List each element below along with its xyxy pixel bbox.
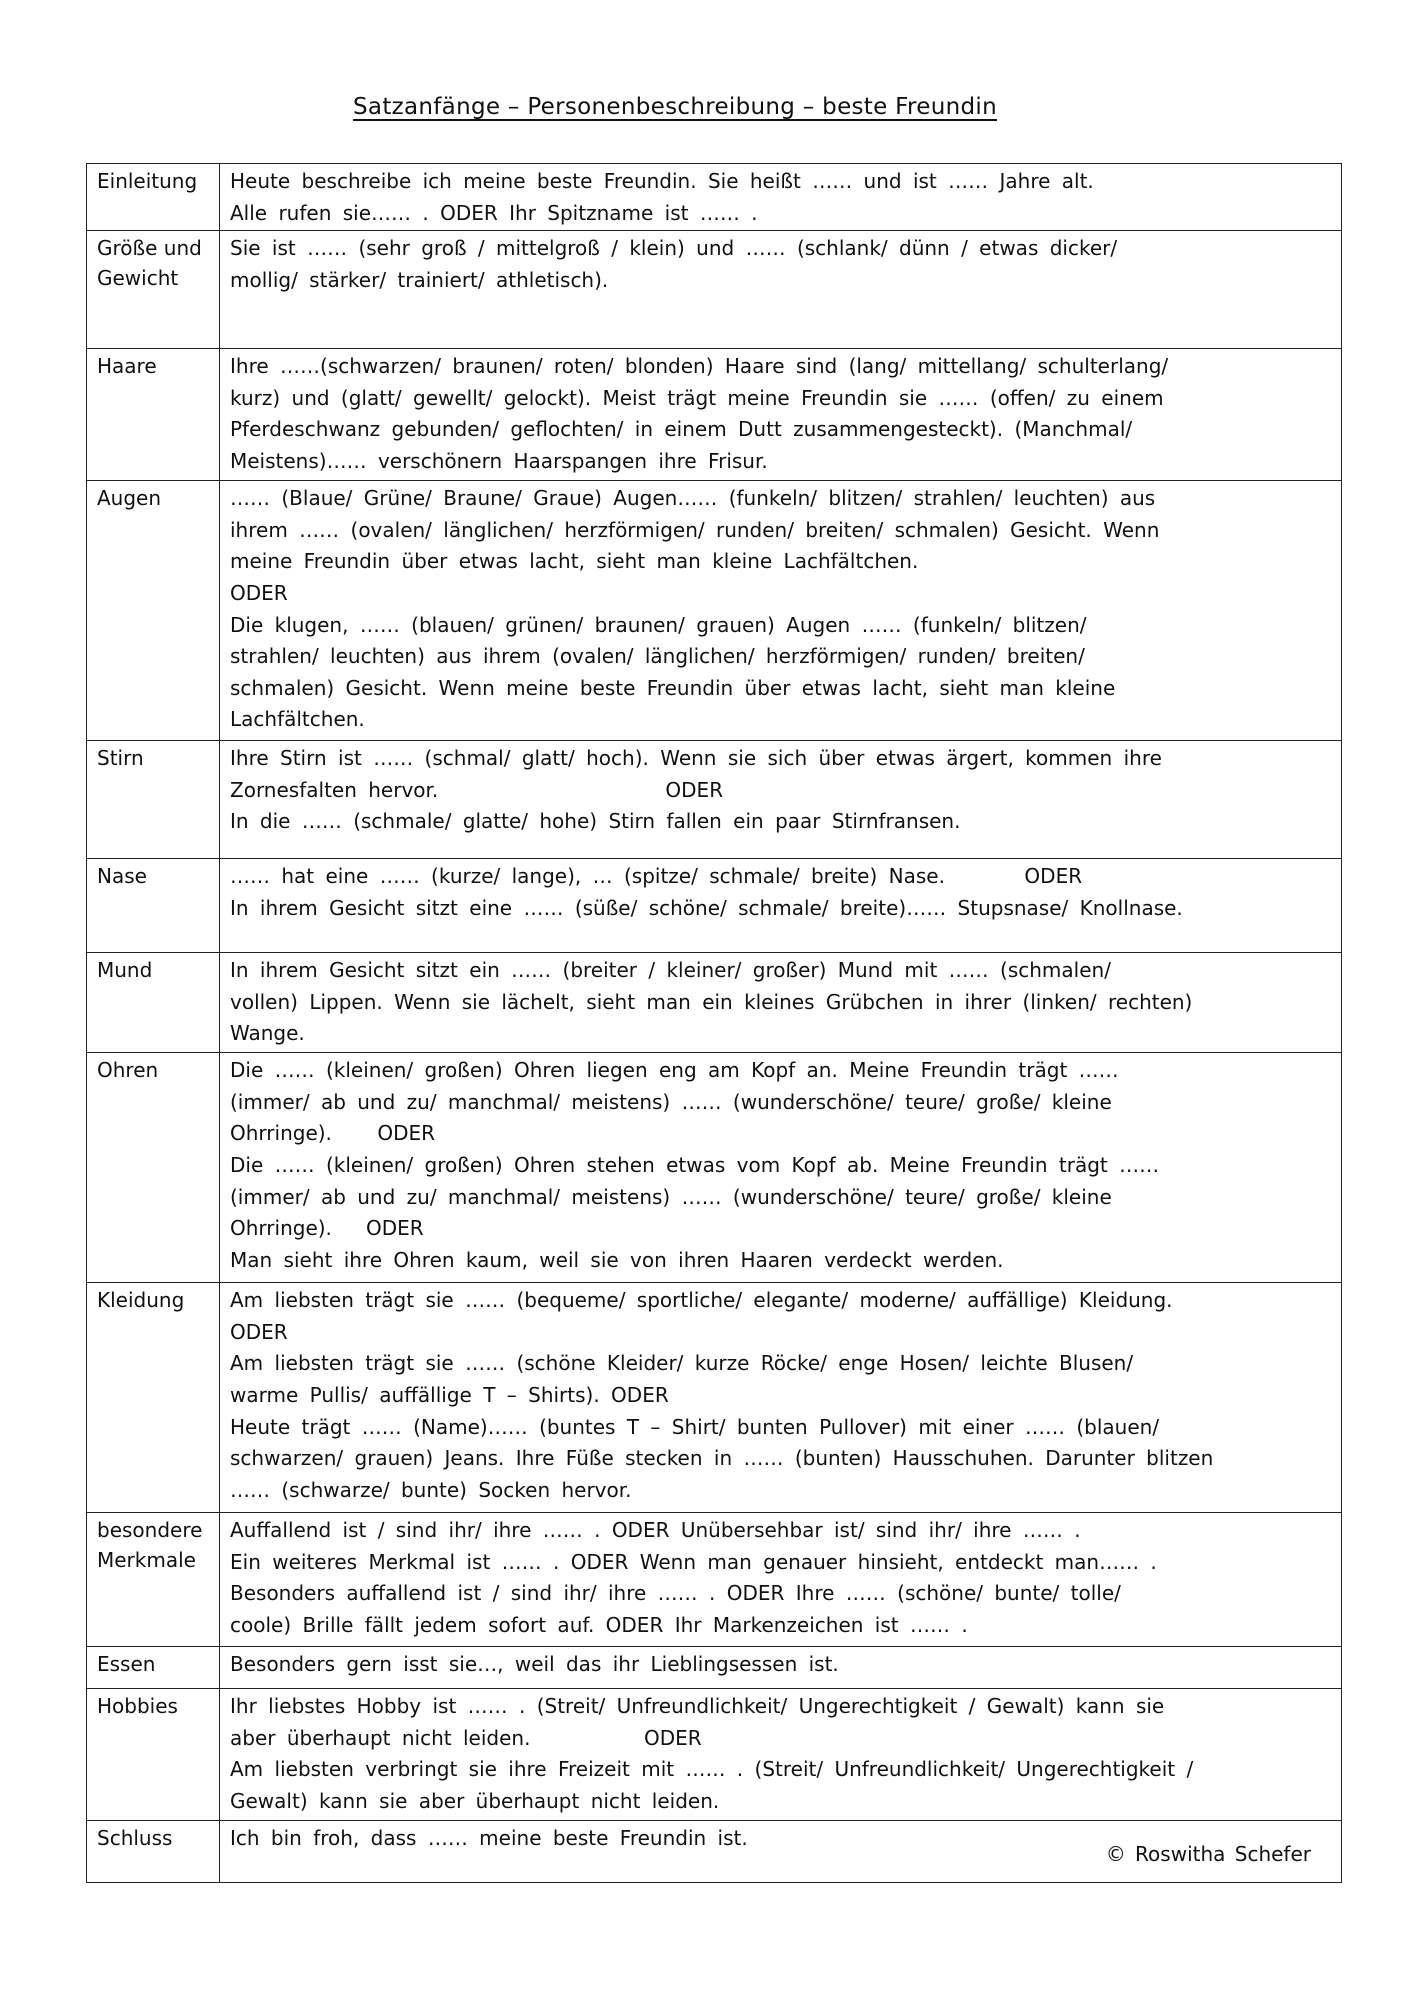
content-line: ihrem …… (ovalen/ länglichen/ herzförmigen/ runden/ breiten/ schmalen) Gesicht. Wenn	[230, 517, 1160, 542]
row-content	[220, 1689, 1342, 1821]
closing-content	[230, 1823, 1331, 1867]
row-content	[220, 1513, 1342, 1647]
content-line: Ihre ……(schwarzen/ braunen/ roten/ blonden) Haare sind (lang/ mittellang/ schulterlang/	[230, 354, 1169, 379]
table-row	[87, 1513, 1342, 1647]
row-label: Augen	[87, 481, 220, 741]
content-line: Am liebsten trägt sie …… (schöne Kleider/ kurze Röcke/ enge Hosen/ leichte Blusen/	[230, 1351, 1134, 1376]
row-content	[220, 1647, 1342, 1689]
table-row	[87, 1283, 1342, 1513]
content-line: (immer/ ab und zu/ manchmal/ meistens) …… (wunderschöne/ teure/ große/ kleine	[230, 1184, 1112, 1209]
content-line: Ich bin froh, dass …… meine beste Freundin ist.	[230, 1826, 748, 1851]
page-title: Satzanfänge – Personenbeschreibung – beste Freundin	[353, 94, 997, 120]
row-content	[220, 741, 1342, 859]
table-row	[87, 1647, 1342, 1689]
content-line: Die …… (kleinen/ großen) Ohren stehen etwas vom Kopf ab. Meine Freundin trägt ……	[230, 1152, 1160, 1177]
content-line: Ihr liebstes Hobby ist …… . (Streit/ Unfreundlichkeit/ Ungerechtigkeit / Gewalt) kann sie	[230, 1694, 1165, 1719]
row-content	[220, 164, 1342, 231]
table-row	[87, 1821, 1342, 1883]
content-line: In die …… (schmale/ glatte/ hohe) Stirn fallen ein paar Stirnfransen.	[230, 809, 961, 834]
row-content	[220, 349, 1342, 481]
content-line: coole) Brille fällt jedem sofort auf. ODER Ihr Markenzeichen ist …… .	[230, 1612, 968, 1637]
table-row	[87, 1053, 1342, 1283]
row-content	[220, 481, 1342, 741]
content-line: Sie ist …… (sehr groß / mittelgroß / klein) und …… (schlank/ dünn / etwas dicker/	[230, 236, 1118, 261]
table-row	[87, 859, 1342, 953]
content-line: Heute beschreibe ich meine beste Freundin. Sie heißt …… und ist …… Jahre alt.	[230, 169, 1094, 193]
content-line: Ihre Stirn ist …… (schmal/ glatt/ hoch). Wenn sie sich über etwas ärgert, kommen ihre	[230, 746, 1162, 771]
content-line: Gewalt) kann sie aber überhaupt nicht leiden.	[230, 1788, 720, 1813]
row-content	[220, 231, 1342, 349]
row-label: Einleitung	[87, 164, 220, 231]
row-label: Haare	[87, 349, 220, 481]
content-line: Die …… (kleinen/ großen) Ohren liegen eng am Kopf an. Meine Freundin trägt ……	[230, 1058, 1119, 1083]
content-line: mollig/ stärker/ trainiert/ athletisch).	[230, 267, 609, 292]
row-content	[220, 953, 1342, 1053]
row-label: Essen	[87, 1647, 220, 1689]
content-line: Auffallend ist / sind ihr/ ihre …… . ODER Unübersehbar ist/ sind ihr/ ihre …… .	[230, 1518, 1081, 1543]
content-line: Pferdeschwanz gebunden/ geflochten/ in einem Dutt zusammengesteckt). (Manchmal/	[230, 417, 1133, 442]
content-line: Lachfältchen.	[230, 707, 365, 732]
content-line: warme Pullis/ auffällige T – Shirts). ODER	[230, 1382, 669, 1407]
row-label: Hobbies	[87, 1689, 220, 1821]
row-label: Nase	[87, 859, 220, 953]
row-label: Schluss	[87, 1821, 220, 1883]
content-line: Ohrringe). ODER	[230, 1216, 424, 1241]
row-label: besondere Merkmale	[87, 1513, 220, 1647]
content-line: …… (Blaue/ Grüne/ Braune/ Graue) Augen…… (funkeln/ blitzen/ strahlen/ leuchten) aus	[230, 486, 1156, 511]
content-line: Wange.	[230, 1021, 305, 1046]
table-row	[87, 481, 1342, 741]
content-line: Am liebsten verbringt sie ihre Freizeit mit …… . (Streit/ Unfreundlichkeit/ Ungerechtigkeit /	[230, 1757, 1194, 1782]
content-line: ODER	[230, 1319, 288, 1344]
content-line: Die klugen, …… (blauen/ grünen/ braunen/ grauen) Augen …… (funkeln/ blitzen/	[230, 612, 1087, 637]
content-line: strahlen/ leuchten) aus ihrem (ovalen/ länglichen/ herzförmigen/ runden/ breiten/	[230, 644, 1085, 669]
content-line: Am liebsten trägt sie …… (bequeme/ sportliche/ elegante/ moderne/ auffällige) Kleidung.	[230, 1288, 1173, 1313]
table-row	[87, 953, 1342, 1053]
content-line: Besonders auffallend ist / sind ihr/ ihre …… . ODER Ihre …… (schöne/ bunte/ tolle/	[230, 1581, 1121, 1606]
row-label: Größe und Gewicht	[87, 231, 220, 349]
content-line: schwarzen/ grauen) Jeans. Ihre Füße stecken in …… (bunten) Hausschuhen. Darunter blitzen	[230, 1446, 1214, 1471]
content-line: Heute trägt …… (Name)…… (buntes T – Shirt/ bunten Pullover) mit einer …… (blauen/	[230, 1414, 1160, 1439]
row-content	[220, 859, 1342, 953]
row-label: Ohren	[87, 1053, 220, 1283]
content-line: …… hat eine …… (kurze/ lange), … (spitze/ schmale/ breite) Nase. ODER	[230, 864, 1083, 889]
table-row	[87, 1689, 1342, 1821]
content-line: Ohrringe). ODER	[230, 1121, 436, 1146]
content-line: Ein weiteres Merkmal ist …… . ODER Wenn man genauer hinsieht, entdeckt man…… .	[230, 1549, 1157, 1574]
content-line: Man sieht ihre Ohren kaum, weil sie von ihren Haaren verdeckt werden.	[230, 1247, 1004, 1272]
content-line: Besonders gern isst sie…, weil das ihr Lieblingsessen ist.	[230, 1652, 839, 1677]
content-line: Alle rufen sie…… . ODER Ihr Spitzname ist …… .	[230, 200, 758, 225]
content-line: ODER	[230, 580, 288, 605]
content-line: schmalen) Gesicht. Wenn meine beste Freundin über etwas lacht, sieht man kleine	[230, 675, 1116, 700]
row-content	[220, 1283, 1342, 1513]
table-row	[87, 164, 1342, 231]
content-line: In ihrem Gesicht sitzt ein …… (breiter / kleiner/ großer) Mund mit …… (schmalen/	[230, 958, 1111, 983]
table-row	[87, 231, 1342, 349]
row-label: Kleidung	[87, 1283, 220, 1513]
content-line: (immer/ ab und zu/ manchmal/ meistens) …… (wunderschöne/ teure/ große/ kleine	[230, 1089, 1112, 1114]
row-label: Stirn	[87, 741, 220, 859]
table-row	[87, 349, 1342, 481]
row-content	[220, 1821, 1342, 1883]
sentence-starter-table	[86, 163, 1342, 1883]
content-line: kurz) und (glatt/ gewellt/ gelockt). Meist trägt meine Freundin sie …… (offen/ zu einem	[230, 385, 1164, 410]
content-line: In ihrem Gesicht sitzt eine …… (süße/ schöne/ schmale/ breite)…… Stupsnase/ Knollnase.	[230, 895, 1183, 920]
copyright-note: © Roswitha Schefer	[1105, 1841, 1311, 1866]
content-line: aber überhaupt nicht leiden. ODER	[230, 1725, 702, 1750]
row-label: Mund	[87, 953, 220, 1053]
content-line: Meistens)…… verschönern Haarspangen ihre Frisur.	[230, 448, 768, 473]
table-row	[87, 741, 1342, 859]
content-line: …… (schwarze/ bunte) Socken hervor.	[230, 1477, 632, 1502]
table-body	[87, 164, 1342, 1883]
row-content	[220, 1053, 1342, 1283]
content-line: Zornesfalten hervor. ODER	[230, 777, 724, 802]
content-line: vollen) Lippen. Wenn sie lächelt, sieht man ein kleines Grübchen in ihrer (linken/ rechten)	[230, 989, 1193, 1014]
content-line: meine Freundin über etwas lacht, sieht man kleine Lachfältchen.	[230, 549, 919, 574]
